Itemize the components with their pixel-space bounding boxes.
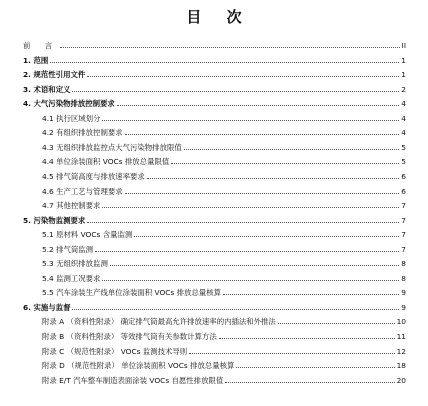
toc-entry-page: 6 (401, 186, 406, 196)
dot-leader (110, 265, 399, 266)
toc-entry-title: 4.6 生产工艺与管理要求 (42, 186, 123, 196)
toc-entry-page: 7 (401, 244, 406, 254)
toc-entry-page: 6 (401, 171, 406, 181)
dot-leader (117, 105, 399, 106)
dot-leader (171, 163, 399, 164)
toc-entry-page: 4 (401, 99, 406, 109)
dot-leader (102, 207, 399, 208)
toc-entry-page: 4 (401, 128, 406, 138)
dot-leader (87, 76, 399, 77)
toc-entry-title: 5.3 无组织排放监测 (42, 259, 108, 269)
toc-entry-title: 附录 B （资料性附录） 等效排气筒有关参数计算方法 (42, 332, 217, 341)
toc-entry-title: 5.1 原材料 VOCs 含量监测 (42, 230, 133, 240)
toc-entry[interactable] (0, 153, 428, 167)
dot-leader (189, 353, 394, 354)
dot-leader (147, 178, 400, 179)
dot-leader (95, 251, 399, 252)
toc-entry-page: 7 (401, 201, 406, 211)
toc-entry-page: 7 (401, 215, 406, 225)
toc-entry[interactable] (0, 284, 428, 298)
page-title: 目 次 (186, 8, 252, 26)
toc-entry-page: 1 (401, 55, 406, 65)
dot-leader (60, 47, 400, 48)
toc-entry-title: 前 言 (23, 41, 59, 50)
toc-entry-page: 9 (401, 288, 406, 298)
toc-entry[interactable] (0, 168, 428, 182)
dot-leader (236, 367, 394, 368)
toc-entry-title: 附录 D （规范性附录） 单位涂装面积 VOCs 排放总量核算 (42, 361, 235, 371)
toc-entry[interactable] (0, 124, 428, 138)
toc-entry-title: 4.7 其他控制要求 (42, 201, 101, 211)
toc-entry-title: 2. 规范性引用文件 (23, 70, 86, 80)
dot-leader (72, 91, 399, 92)
toc-entry[interactable] (0, 52, 428, 66)
toc-entry-page: 7 (401, 230, 406, 240)
toc-entry-page: 1 (401, 70, 406, 80)
dot-leader (184, 149, 400, 150)
toc-entry[interactable] (0, 95, 428, 109)
toc-entry[interactable] (0, 226, 428, 240)
toc-entry-page: 4 (401, 113, 406, 123)
toc-entry-title: 4.1 执行区域划分 (42, 113, 101, 123)
toc-entry[interactable] (0, 66, 428, 80)
toc-entry-title: 附录 E/T 汽车整车制造表面涂装 VOCs 自愿性排放限值 (42, 375, 224, 385)
toc-entry[interactable] (0, 255, 428, 269)
toc-entry-title: 5.4 监测工况要求 (42, 273, 101, 283)
dot-leader (72, 309, 399, 310)
toc-entry[interactable] (0, 343, 428, 357)
toc-entry-page: 8 (401, 273, 406, 283)
toc-entry[interactable] (0, 81, 428, 95)
toc-entry[interactable] (0, 313, 428, 327)
toc-entry-title: 5.2 排气筒监测 (42, 244, 94, 254)
dot-leader (134, 236, 399, 237)
toc-entry-page: 20 (396, 375, 406, 385)
toc-entry[interactable] (0, 372, 428, 386)
toc-entry-page: 10 (396, 317, 406, 327)
toc-entry-title: 1. 范围 (23, 55, 49, 65)
dot-leader (125, 134, 400, 135)
dot-leader (278, 323, 395, 324)
toc-entry-title: 4.3 无组织排放监控点大气污染物排放限值 (42, 142, 182, 152)
toc-entry-page: 5 (401, 157, 406, 167)
dot-leader (219, 338, 395, 339)
dot-leader (125, 193, 400, 194)
toc-entry-page: 18 (396, 361, 406, 371)
toc-entry-title: 4.4 单位涂装面积 VOCs 排放总量限值 (42, 157, 170, 167)
dot-leader (102, 120, 399, 121)
dot-leader (225, 382, 394, 383)
dot-leader (87, 222, 399, 223)
toc-entry[interactable] (0, 328, 428, 342)
toc-entry[interactable] (0, 37, 428, 51)
toc-entry-page: 8 (401, 259, 406, 269)
toc-entry-page: 2 (401, 84, 406, 94)
toc-entry-title: 5. 污染物监测要求 (23, 215, 86, 225)
toc-entry-title: 4.2 有组织排放控制要求 (42, 128, 123, 138)
toc-entry-title: 4.5 排气筒高度与排放速率要求 (42, 171, 145, 181)
toc-entry[interactable] (0, 183, 428, 197)
dot-leader (223, 294, 399, 295)
toc-entry-page: II (401, 41, 406, 50)
dot-leader (50, 62, 399, 63)
toc-entry[interactable] (0, 270, 428, 284)
toc-entry-page: 5 (401, 142, 406, 152)
toc-entry[interactable] (0, 212, 428, 226)
toc-entry-title: 6. 实施与监督 (23, 302, 71, 312)
toc-entry[interactable] (0, 110, 428, 124)
toc-entry[interactable] (0, 357, 428, 371)
toc-entry-title: 5.5 汽车涂装生产线单位涂装面积 VOCs 排放总量核算 (42, 288, 221, 298)
toc-entry-title: 附录 C （规范性附录） VOCs 监测技术导则 (42, 346, 188, 356)
toc-entry-page: 12 (396, 346, 406, 356)
toc-entry-title: 3. 术语和定义 (23, 84, 71, 94)
toc-entry-page: 11 (396, 332, 406, 341)
toc-entry[interactable] (0, 241, 428, 255)
toc-entry-title: 附录 A （资料性附录） 确定排气筒最高允许排放速率的内插法和外推法 (42, 317, 276, 327)
toc-entry-page: 9 (401, 302, 406, 312)
dot-leader (102, 280, 399, 281)
toc-entry[interactable] (0, 299, 428, 313)
toc-entry[interactable] (0, 139, 428, 153)
toc-entry[interactable] (0, 197, 428, 211)
toc-entry-title: 4. 大气污染物排放控制要求 (23, 99, 115, 109)
